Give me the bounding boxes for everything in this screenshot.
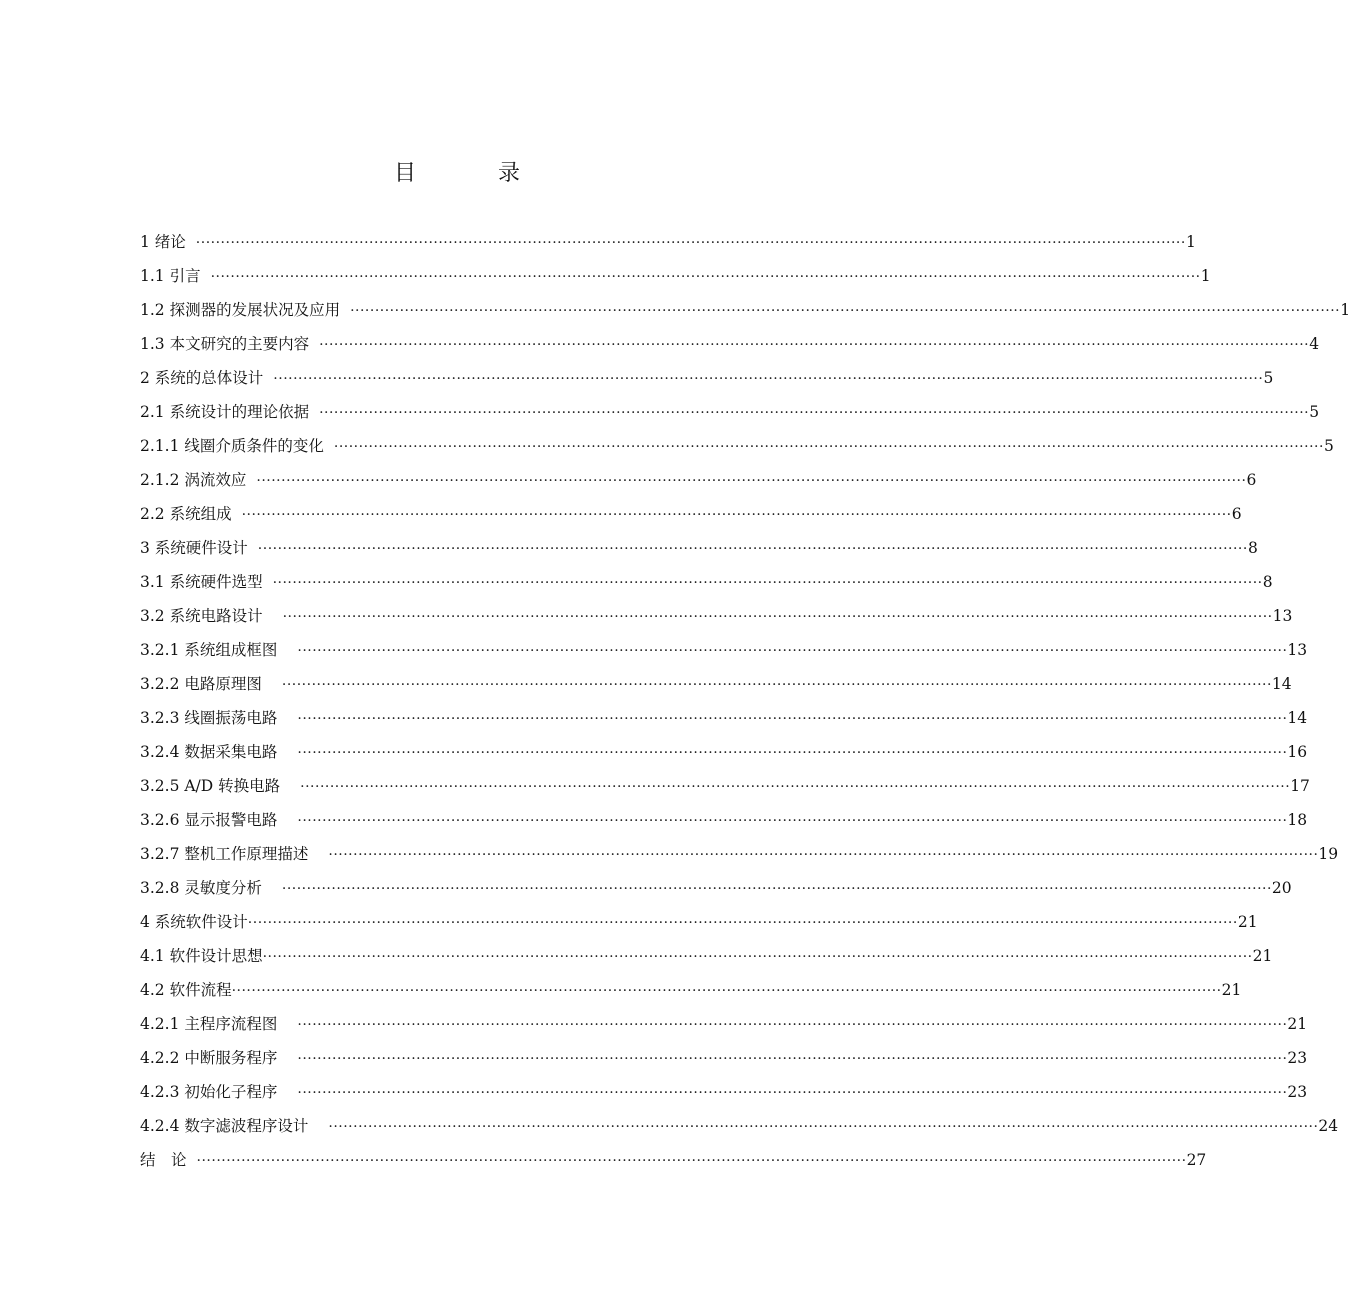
toc-dot-leader: ········································································································································································································ <box>262 949 1253 965</box>
toc-entry-label: 4.2 软件流程 <box>140 981 232 999</box>
toc-dot-leader: ········································································································································································································ <box>272 575 1263 591</box>
toc-entry-label: 4.2.3 初始化子程序 <box>140 1083 278 1101</box>
toc-title: 目 录 <box>393 161 550 186</box>
toc-dot-leader: ········································································································································································································ <box>195 235 1186 251</box>
toc-entry <box>140 259 1211 293</box>
toc-entry <box>140 1143 1207 1177</box>
toc-entry <box>140 1109 1339 1143</box>
toc-entry-page: 8 <box>1247 539 1258 557</box>
toc-entry-page: 5 <box>1324 437 1334 455</box>
toc-entry <box>140 905 1258 939</box>
toc-entry <box>140 633 1308 667</box>
toc-entry-label: 3.2.4 数据采集电路 <box>140 743 278 761</box>
toc-dot-leader: ········································································································································································································ <box>281 881 1272 897</box>
toc-entry <box>140 395 1320 429</box>
table-of-contents <box>140 225 1350 1177</box>
toc-entry <box>140 599 1293 633</box>
toc-dot-leader: ········································································································································································································ <box>210 269 1201 285</box>
toc-dot-leader: ········································································································································································································ <box>297 745 1288 761</box>
toc-entry-label: 2.1.2 涡流效应 <box>140 471 247 489</box>
toc-entry <box>140 803 1308 837</box>
toc-entry-page: 14 <box>1287 709 1308 727</box>
toc-entry-page: 19 <box>1318 845 1339 863</box>
toc-entry-page: 13 <box>1272 607 1293 625</box>
toc-entry-label: 1.2 探测器的发展状况及应用 <box>140 301 341 319</box>
toc-entry <box>140 735 1308 769</box>
toc-entry-label: 3.2 系统电路设计 <box>140 607 263 625</box>
toc-entry <box>140 701 1308 735</box>
toc-entry-page: 24 <box>1318 1117 1339 1135</box>
toc-dot-leader: ········································································································································································································ <box>319 337 1310 353</box>
toc-dot-leader: ········································································································································································································ <box>297 1051 1288 1067</box>
toc-entry <box>140 225 1196 259</box>
toc-entry-label: 4.2.1 主程序流程图 <box>140 1015 278 1033</box>
toc-entry-label: 3.2.5 A/D 转换电路 <box>140 777 281 795</box>
toc-entry-page: 14 <box>1271 675 1292 693</box>
toc-entry-label: 3.2.6 显示报警电路 <box>140 811 278 829</box>
toc-entry <box>140 1075 1308 1109</box>
toc-dot-leader: ········································································································································································································ <box>333 439 1324 455</box>
toc-entry-page: 4 <box>1309 335 1320 353</box>
toc-entry <box>140 565 1273 599</box>
toc-entry-label: 3 系统硬件设计 <box>140 539 248 557</box>
toc-entry-page: 21 <box>1221 981 1242 999</box>
toc-entry-label: 2.1 系统设计的理论依据 <box>140 403 310 421</box>
toc-entry <box>140 293 1350 327</box>
toc-entry-label: 4.2.2 中断服务程序 <box>140 1049 278 1067</box>
toc-entry-label: 3.2.7 整机工作原理描述 <box>140 845 309 863</box>
toc-entry-page: 1 <box>1185 233 1196 251</box>
toc-entry-label: 2.1.1 线圈介质条件的变化 <box>140 437 324 455</box>
toc-dot-leader: ········································································································································································································ <box>231 983 1222 999</box>
toc-dot-leader: ········································································································································································································ <box>328 1119 1319 1135</box>
toc-entry <box>140 837 1339 871</box>
toc-entry <box>140 667 1292 701</box>
toc-dot-leader: ········································································································································································································ <box>282 609 1273 625</box>
toc-entry <box>140 871 1292 905</box>
toc-entry-page: 21 <box>1287 1015 1308 1033</box>
toc-entry <box>140 973 1242 1007</box>
toc-entry <box>140 769 1310 803</box>
toc-entry-page: 1 <box>1340 301 1350 319</box>
toc-entry-page: 5 <box>1263 369 1274 387</box>
toc-entry-page: 16 <box>1287 743 1308 761</box>
toc-entry-page: 21 <box>1252 947 1273 965</box>
toc-entry-label: 2 系统的总体设计 <box>140 369 264 387</box>
toc-dot-leader: ········································································································································································································ <box>241 507 1232 523</box>
toc-entry <box>140 327 1320 361</box>
toc-entry-page: 27 <box>1186 1151 1207 1169</box>
toc-entry-label: 3.2.8 灵敏度分析 <box>140 879 262 897</box>
toc-dot-leader: ········································································································································································································ <box>297 813 1288 829</box>
toc-entry-label: 1.1 引言 <box>140 267 201 285</box>
toc-dot-leader: ········································································································································································································ <box>256 473 1247 489</box>
toc-dot-leader: ········································································································································································································ <box>257 541 1248 557</box>
toc-entry <box>140 361 1274 395</box>
toc-dot-leader: ········································································································································································································ <box>273 371 1264 387</box>
toc-dot-leader: ········································································································································································································ <box>319 405 1310 421</box>
toc-entry-page: 6 <box>1231 505 1242 523</box>
toc-entry-label: 3.1 系统硬件选型 <box>140 573 263 591</box>
toc-entry <box>140 1041 1308 1075</box>
toc-entry-label: 4.1 软件设计思想 <box>140 947 263 965</box>
toc-entry-label: 1.3 本文研究的主要内容 <box>140 335 310 353</box>
toc-entry-page: 23 <box>1287 1083 1308 1101</box>
toc-entry-label: 3.2.3 线圈振荡电路 <box>140 709 278 727</box>
toc-dot-leader: ········································································································································································································ <box>297 1017 1288 1033</box>
toc-dot-leader: ········································································································································································································ <box>350 303 1341 319</box>
toc-entry-label: 1 绪论 <box>140 233 186 251</box>
toc-entry <box>140 1007 1308 1041</box>
toc-entry <box>140 497 1242 531</box>
toc-entry-label: 3.2.2 电路原理图 <box>140 675 262 693</box>
toc-dot-leader: ········································································································································································································ <box>297 711 1288 727</box>
toc-entry-page: 6 <box>1246 471 1257 489</box>
toc-dot-leader: ········································································································································································································ <box>281 677 1272 693</box>
toc-entry <box>140 939 1273 973</box>
toc-entry-label: 结 论 <box>140 1151 187 1169</box>
toc-entry-label: 4 系统软件设计 <box>140 913 248 931</box>
toc-entry-page: 23 <box>1287 1049 1308 1067</box>
toc-entry-page: 1 <box>1200 267 1211 285</box>
toc-entry-label: 2.2 系统组成 <box>140 505 232 523</box>
toc-entry-page: 20 <box>1271 879 1292 897</box>
toc-entry-page: 13 <box>1287 641 1308 659</box>
toc-dot-leader: ········································································································································································································ <box>297 1085 1288 1101</box>
toc-dot-leader: ········································································································································································································ <box>328 847 1319 863</box>
toc-entry-page: 8 <box>1262 573 1273 591</box>
toc-entry-label: 4.2.4 数字滤波程序设计 <box>140 1117 309 1135</box>
toc-entry <box>140 531 1258 565</box>
toc-entry <box>140 429 1334 463</box>
toc-dot-leader: ········································································································································································································ <box>300 779 1291 795</box>
toc-entry-page: 21 <box>1237 913 1258 931</box>
toc-entry-label: 3.2.1 系统组成框图 <box>140 641 278 659</box>
toc-entry-page: 17 <box>1290 777 1310 795</box>
toc-dot-leader: ········································································································································································································ <box>297 643 1288 659</box>
toc-entry-page: 5 <box>1309 403 1320 421</box>
toc-entry <box>140 463 1257 497</box>
toc-dot-leader: ········································································································································································································ <box>247 915 1238 931</box>
toc-entry-page: 18 <box>1287 811 1308 829</box>
toc-dot-leader: ········································································································································································································ <box>196 1153 1187 1169</box>
